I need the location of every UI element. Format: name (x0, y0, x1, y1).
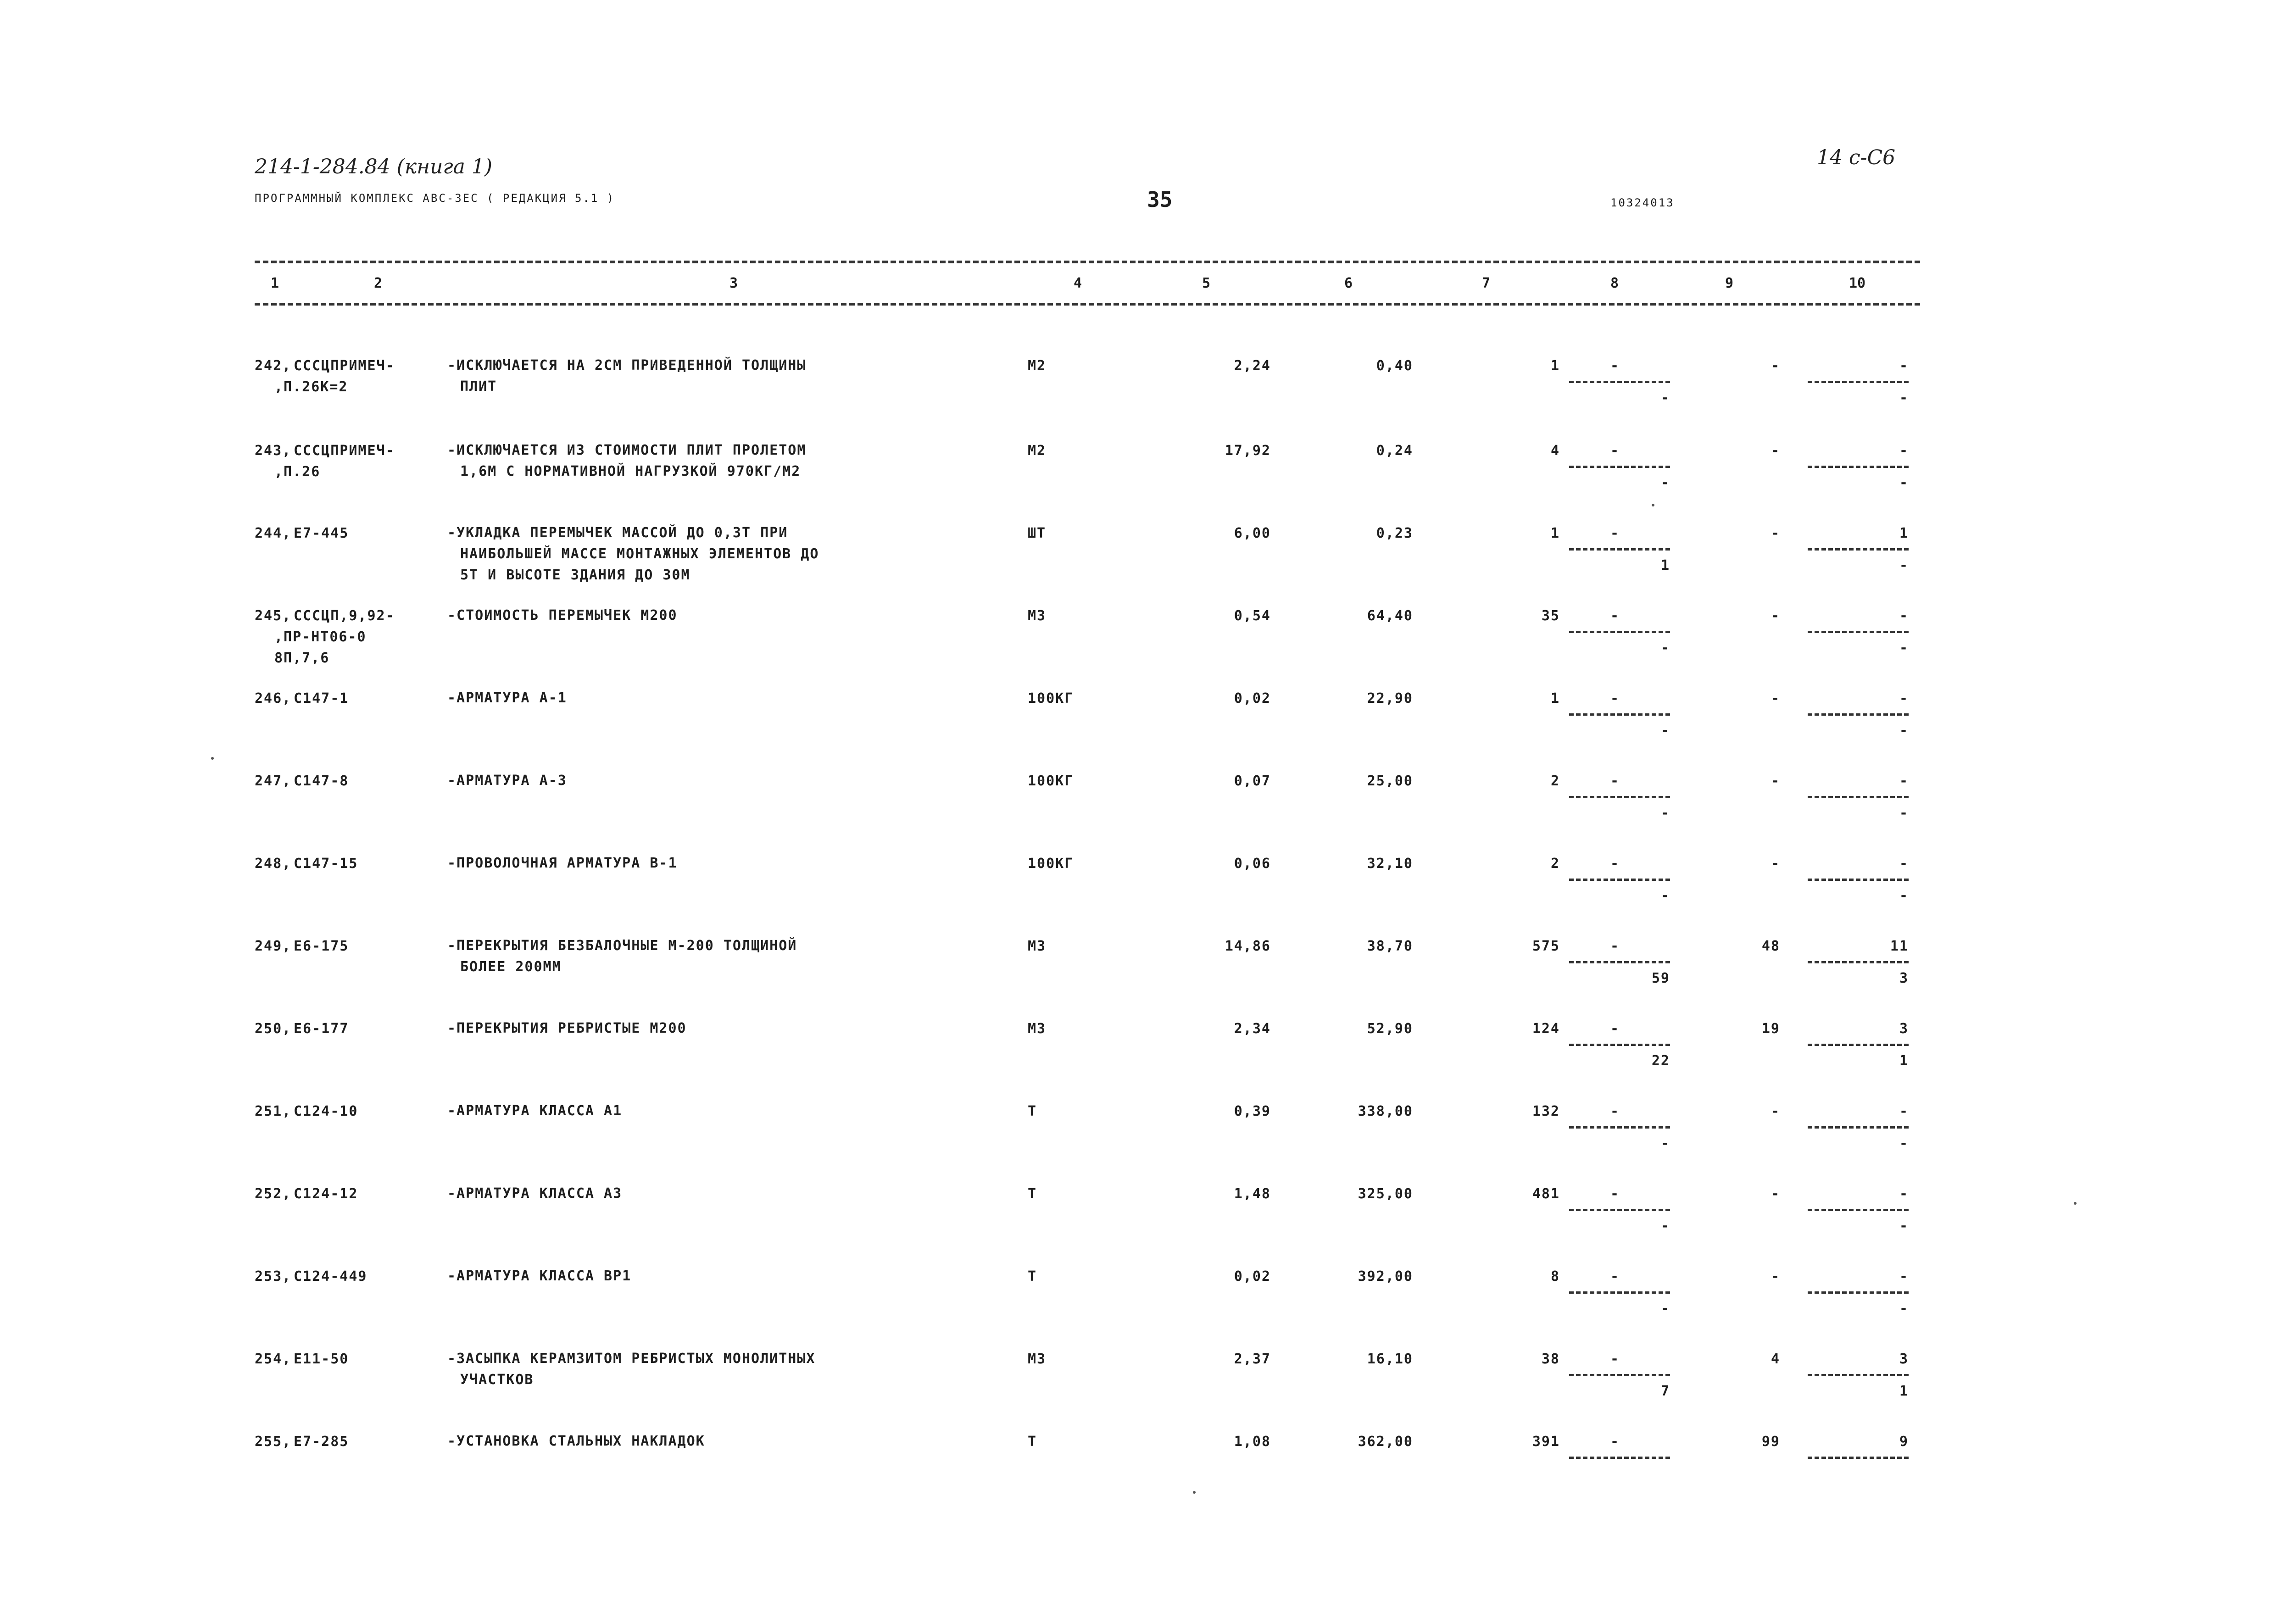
row-col9: - (1771, 773, 1780, 789)
row-unit: М2 (1028, 358, 1047, 374)
row-col7: 124 (1532, 1021, 1560, 1037)
row-col8-rule (1569, 1044, 1670, 1046)
row-col7: 391 (1532, 1434, 1560, 1450)
row-description (447, 1101, 622, 1122)
row-code: Е6-175 (294, 938, 349, 954)
row-col10: - (1899, 773, 1909, 789)
description-line: -ПЕРЕКРЫТИЯ РЕБРИСТЫЕ М200 (447, 1020, 687, 1036)
row-col7: 8 (1550, 1268, 1560, 1285)
row-col10: - (1899, 358, 1909, 374)
row-col8-sub: 22 (1651, 1053, 1670, 1069)
row-code: СССЦП,9,92- (294, 608, 395, 624)
row-unit-price: 0,24 (1376, 443, 1413, 459)
row-col9: 48 (1761, 938, 1780, 954)
row-unit-price: 22,90 (1367, 690, 1413, 706)
row-col8-rule (1569, 466, 1670, 468)
row-col9: 99 (1761, 1434, 1780, 1450)
row-col9: - (1771, 690, 1780, 706)
row-col8-rule (1569, 548, 1670, 551)
column-header-10: 10 (1849, 275, 1866, 291)
row-description (447, 770, 567, 791)
description-line: -УКЛАДКА ПЕРЕМЫЧЕК МАССОЙ ДО 0,3Т ПРИ (447, 525, 788, 541)
description-line: -СТОИМОСТЬ ПЕРЕМЫЧЕК М200 (447, 607, 678, 623)
row-col8-rule (1569, 1374, 1670, 1376)
row-col10-sub: - (1899, 1301, 1909, 1317)
row-col8-sub: 59 (1651, 970, 1670, 986)
row-col10-sub: - (1899, 640, 1909, 656)
row-quantity: 2,24 (1234, 358, 1271, 374)
column-header-6: 6 (1344, 275, 1353, 291)
row-quantity: 1,08 (1234, 1434, 1271, 1450)
row-col7: 35 (1541, 608, 1560, 624)
row-col10: - (1899, 443, 1909, 459)
row-col8-sub: - (1660, 723, 1670, 739)
row-col10: - (1899, 608, 1909, 624)
row-col8: - (1610, 608, 1620, 624)
row-number: 248, (255, 856, 292, 872)
row-unit: М3 (1028, 1021, 1047, 1037)
row-col10-sub: - (1899, 1135, 1909, 1151)
row-col8: - (1610, 525, 1620, 541)
row-code: Е7-445 (294, 525, 349, 541)
row-col10: - (1899, 1268, 1909, 1285)
row-col8: - (1610, 1186, 1620, 1202)
row-col8-rule (1569, 1126, 1670, 1129)
row-col10-rule (1808, 1044, 1909, 1046)
row-description (447, 1348, 815, 1390)
row-col8: - (1610, 773, 1620, 789)
row-number: 247, (255, 773, 292, 789)
row-unit-price: 338,00 (1358, 1103, 1413, 1119)
row-quantity: 2,37 (1234, 1351, 1271, 1367)
row-col8: - (1610, 1351, 1620, 1367)
row-quantity: 0,02 (1234, 1268, 1271, 1285)
row-number: 254, (255, 1351, 292, 1367)
row-code-cont: ,П.26К=2 (274, 379, 348, 395)
row-col10-rule (1808, 381, 1909, 383)
row-col10-rule (1808, 713, 1909, 716)
row-unit: 100КГ (1028, 690, 1074, 706)
row-col8-sub: - (1660, 805, 1670, 821)
row-unit: М3 (1028, 608, 1047, 624)
row-col10-sub: - (1899, 723, 1909, 739)
row-col9: - (1771, 443, 1780, 459)
row-unit: 100КГ (1028, 773, 1074, 789)
row-number: 252, (255, 1186, 292, 1202)
row-col9: - (1771, 1103, 1780, 1119)
row-description (447, 440, 806, 482)
page-number: 35 (1147, 187, 1173, 212)
row-code-cont: ,ПР-НТ06-0 (274, 629, 367, 645)
row-col10-rule (1808, 796, 1909, 798)
row-col10-rule (1808, 1291, 1909, 1294)
row-col8: - (1610, 358, 1620, 374)
row-col10-sub: - (1899, 557, 1909, 573)
row-col8-sub: - (1660, 390, 1670, 406)
row-col8-rule (1569, 1209, 1670, 1211)
row-description (447, 1018, 687, 1039)
row-col10-rule (1808, 1374, 1909, 1376)
row-col7: 4 (1550, 443, 1560, 459)
column-header-5: 5 (1202, 275, 1211, 291)
description-line: -АРМАТУРА КЛАССА А3 (447, 1185, 623, 1201)
row-col10-rule (1808, 879, 1909, 881)
row-col10-rule (1808, 548, 1909, 551)
row-unit-price: 25,00 (1367, 773, 1413, 789)
row-col10-rule (1808, 1126, 1909, 1129)
row-col8-sub: - (1660, 1218, 1670, 1234)
row-quantity: 2,34 (1234, 1021, 1271, 1037)
row-code: С147-8 (294, 773, 349, 789)
row-quantity: 0,39 (1234, 1103, 1271, 1119)
row-description (447, 523, 819, 586)
row-col10-rule (1808, 631, 1909, 633)
row-quantity: 0,02 (1234, 690, 1271, 706)
row-unit-price: 0,40 (1376, 358, 1413, 374)
row-col10: 3 (1899, 1351, 1909, 1367)
row-col10-rule (1808, 961, 1909, 963)
row-col8-sub: - (1660, 888, 1670, 904)
row-code: С147-15 (294, 856, 358, 872)
row-unit: М3 (1028, 1351, 1047, 1367)
row-col9: - (1771, 856, 1780, 872)
row-col7: 481 (1532, 1186, 1560, 1202)
description-line: 5Т И ВЫСОТЕ ЗДАНИЯ ДО 30М (460, 567, 690, 583)
row-col9: - (1771, 358, 1780, 374)
row-col8-sub: - (1660, 1301, 1670, 1317)
row-quantity: 14,86 (1225, 938, 1271, 954)
row-col8: - (1610, 938, 1620, 954)
row-col9: - (1771, 1268, 1780, 1285)
row-unit-price: 52,90 (1367, 1021, 1413, 1037)
table-top-rule (255, 261, 1920, 263)
row-col10-rule (1808, 1209, 1909, 1211)
row-code: СССЦПРИМЕЧ- (294, 358, 395, 374)
row-col8-rule (1569, 1457, 1670, 1459)
row-col10: 1 (1899, 525, 1909, 541)
program-line: ПРОГРАММНЫЙ КОМПЛЕКС АВС-3ЕС ( РЕДАКЦИЯ 5.1 ) (255, 192, 615, 205)
row-col8-rule (1569, 1291, 1670, 1294)
column-header-8: 8 (1610, 275, 1619, 291)
row-col7: 1 (1550, 358, 1560, 374)
description-line: -ИСКЛЮЧАЕТСЯ НА 2СМ ПРИВЕДЕННОЙ ТОЛЩИНЫ (447, 357, 807, 373)
description-line: -АРМАТУРА КЛАССА ВР1 (447, 1268, 632, 1284)
row-unit-price: 362,00 (1358, 1434, 1413, 1450)
row-quantity: 0,07 (1234, 773, 1271, 789)
row-unit: М3 (1028, 938, 1047, 954)
row-col8: - (1610, 443, 1620, 459)
row-col7: 2 (1550, 856, 1560, 872)
row-col8-sub: - (1660, 1135, 1670, 1151)
column-header-4: 4 (1074, 275, 1082, 291)
row-unit-price: 64,40 (1367, 608, 1413, 624)
row-quantity: 0,06 (1234, 856, 1271, 872)
row-code: С147-1 (294, 690, 349, 706)
column-header-3: 3 (729, 275, 738, 291)
row-col8-sub: 7 (1660, 1383, 1670, 1399)
row-code: Е6-177 (294, 1021, 349, 1037)
row-col9: - (1771, 525, 1780, 541)
row-code: СССЦПРИМЕЧ- (294, 443, 395, 459)
row-col8: - (1610, 856, 1620, 872)
row-number: 249, (255, 938, 292, 954)
row-col10: - (1899, 1103, 1909, 1119)
row-col8: - (1610, 1268, 1620, 1285)
row-col8-rule (1569, 631, 1670, 633)
description-line: УЧАСТКОВ (460, 1372, 534, 1388)
row-col10-sub: 1 (1899, 1383, 1909, 1399)
row-number: 255, (255, 1434, 292, 1450)
row-code-cont2: 8П,7,6 (274, 650, 330, 666)
row-col8-sub: 1 (1660, 557, 1670, 573)
row-unit: М2 (1028, 443, 1047, 459)
scan-speck (1652, 504, 1654, 506)
row-unit: 100КГ (1028, 856, 1074, 872)
row-description (447, 1266, 631, 1287)
scan-speck (211, 757, 214, 760)
row-number: 245, (255, 608, 292, 624)
row-col8-sub: - (1660, 475, 1670, 491)
row-col10-rule (1808, 466, 1909, 468)
column-header-2: 2 (374, 275, 383, 291)
row-col10-sub: 1 (1899, 1053, 1909, 1069)
row-unit: Т (1028, 1186, 1037, 1202)
description-line: -АРМАТУРА А-3 (447, 773, 567, 789)
row-col9: - (1771, 608, 1780, 624)
row-col10-rule (1808, 1457, 1909, 1459)
row-col8-rule (1569, 879, 1670, 881)
row-col8: - (1610, 690, 1620, 706)
row-code: С124-10 (294, 1103, 358, 1119)
row-code: С124-449 (294, 1268, 367, 1285)
row-unit-price: 16,10 (1367, 1351, 1413, 1367)
row-col10-sub: - (1899, 888, 1909, 904)
row-col7: 1 (1550, 525, 1560, 541)
row-code: С124-12 (294, 1186, 358, 1202)
doc-code: 10324013 (1610, 196, 1675, 209)
row-quantity: 0,54 (1234, 608, 1271, 624)
row-number: 251, (255, 1103, 292, 1119)
row-unit-price: 325,00 (1358, 1186, 1413, 1202)
row-col10: 9 (1899, 1434, 1909, 1450)
row-col8-sub: - (1660, 640, 1670, 656)
column-header-9: 9 (1725, 275, 1734, 291)
row-quantity: 17,92 (1225, 443, 1271, 459)
description-line: -ИСКЛЮЧАЕТСЯ ИЗ СТОИМОСТИ ПЛИТ ПРОЛЕТОМ (447, 442, 807, 458)
row-code-cont: ,П.26 (274, 464, 321, 480)
description-line: БОЛЕЕ 200ММ (460, 959, 562, 975)
row-unit: ШТ (1028, 525, 1047, 541)
row-unit-price: 392,00 (1358, 1268, 1413, 1285)
row-col8-rule (1569, 961, 1670, 963)
row-col10: 3 (1899, 1021, 1909, 1037)
description-line: -УСТАНОВКА СТАЛЬНЫХ НАКЛАДОК (447, 1433, 705, 1449)
row-description (447, 1183, 622, 1204)
table-header-rule (255, 303, 1920, 306)
row-unit: Т (1028, 1434, 1037, 1450)
description-line: -АРМАТУРА КЛАССА А1 (447, 1103, 623, 1119)
scan-speck (2074, 1202, 2077, 1205)
row-col9: - (1771, 1186, 1780, 1202)
description-line: -ПРОВОЛОЧНАЯ АРМАТУРА В-1 (447, 855, 678, 871)
row-col8: - (1610, 1021, 1620, 1037)
row-col10-sub: - (1899, 390, 1909, 406)
row-col8-rule (1569, 381, 1670, 383)
row-col7: 2 (1550, 773, 1560, 789)
row-code: Е11-50 (294, 1351, 349, 1367)
description-line: -АРМАТУРА А-1 (447, 690, 567, 706)
row-col7: 132 (1532, 1103, 1560, 1119)
row-number: 244, (255, 525, 292, 541)
row-col10: - (1899, 856, 1909, 872)
description-line: 1,6М С НОРМАТИВНОЙ НАГРУЗКОЙ 970КГ/М2 (460, 463, 801, 479)
row-unit-price: 38,70 (1367, 938, 1413, 954)
handwritten-sheet-mark: 14 с-С6 (1817, 146, 1896, 169)
row-description (447, 605, 678, 626)
description-line: ПЛИТ (460, 378, 497, 395)
row-col10-sub: - (1899, 805, 1909, 821)
row-quantity: 1,48 (1234, 1186, 1271, 1202)
row-description (447, 688, 567, 709)
description-line: НАИБОЛЬШЕЙ МАССЕ МОНТАЖНЫХ ЭЛЕМЕНТОВ ДО (460, 546, 819, 562)
row-col8-rule (1569, 713, 1670, 716)
row-quantity: 6,00 (1234, 525, 1271, 541)
row-col10-sub: - (1899, 1218, 1909, 1234)
column-header-1: 1 (271, 275, 279, 291)
row-col10: 11 (1890, 938, 1909, 954)
row-col8: - (1610, 1434, 1620, 1450)
row-col7: 1 (1550, 690, 1560, 706)
row-description (447, 935, 797, 978)
row-unit-price: 32,10 (1367, 856, 1413, 872)
row-code: Е7-285 (294, 1434, 349, 1450)
row-col10-sub: 3 (1899, 970, 1909, 986)
row-col7: 575 (1532, 938, 1560, 954)
row-number: 253, (255, 1268, 292, 1285)
row-col10-sub: - (1899, 475, 1909, 491)
description-line: -ПЕРЕКРЫТИЯ БЕЗБАЛОЧНЫЕ М-200 ТОЛЩИНОЙ (447, 938, 797, 954)
row-number: 242, (255, 358, 292, 374)
handwritten-doc-ref: 214-1-284.84 (книга 1) (255, 155, 493, 178)
row-number: 246, (255, 690, 292, 706)
row-unit: Т (1028, 1103, 1037, 1119)
row-col10: - (1899, 690, 1909, 706)
row-description (447, 1431, 705, 1452)
row-col8: - (1610, 1103, 1620, 1119)
row-col10: - (1899, 1186, 1909, 1202)
scan-speck (1193, 1491, 1196, 1494)
row-col7: 38 (1541, 1351, 1560, 1367)
row-col9: 19 (1761, 1021, 1780, 1037)
description-line: -ЗАСЫПКА КЕРАМЗИТОМ РЕБРИСТЫХ МОНОЛИТНЫХ (447, 1351, 816, 1367)
row-description (447, 355, 806, 397)
row-unit: Т (1028, 1268, 1037, 1285)
row-description (447, 853, 678, 874)
row-col8-rule (1569, 796, 1670, 798)
row-number: 243, (255, 443, 292, 459)
column-header-7: 7 (1482, 275, 1491, 291)
row-col9: 4 (1771, 1351, 1780, 1367)
row-number: 250, (255, 1021, 292, 1037)
row-unit-price: 0,23 (1376, 525, 1413, 541)
